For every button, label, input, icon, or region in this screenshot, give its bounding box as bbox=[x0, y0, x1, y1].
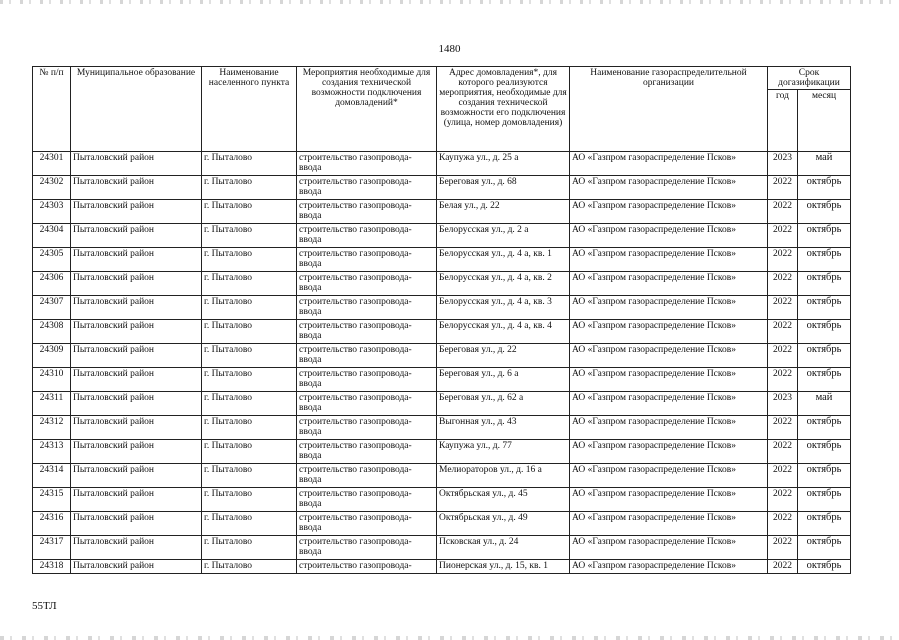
cell-address: Октябрьская ул., д. 49 bbox=[437, 512, 570, 536]
cell-gas-org: АО «Газпром газораспределение Псков» bbox=[570, 464, 768, 488]
cell-settlement: г. Пыталово bbox=[202, 344, 297, 368]
table-row bbox=[33, 560, 851, 574]
cell-address: Береговая ул., д. 62 а bbox=[437, 392, 570, 416]
cell-month: октябрь bbox=[798, 224, 851, 248]
header-year: год bbox=[768, 90, 798, 152]
cell-year: 2022 bbox=[768, 224, 798, 248]
table-row bbox=[33, 296, 851, 320]
cell-settlement: г. Пыталово bbox=[202, 296, 297, 320]
cell-measures: строительство газопровода-ввода bbox=[297, 176, 437, 200]
cell-gas-org: АО «Газпром газораспределение Псков» bbox=[570, 152, 768, 176]
cell-measures: строительство газопровода-ввода bbox=[297, 368, 437, 392]
cell-municipality: Пыталовский район bbox=[71, 536, 202, 560]
cell-num: 24303 bbox=[33, 200, 71, 224]
table-row bbox=[33, 392, 851, 416]
cell-month: октябрь bbox=[798, 368, 851, 392]
header-num: № п/п bbox=[33, 67, 71, 152]
table-row bbox=[33, 368, 851, 392]
cell-month: октябрь bbox=[798, 344, 851, 368]
cell-municipality: Пыталовский район bbox=[71, 224, 202, 248]
table-row bbox=[33, 176, 851, 200]
cell-settlement: г. Пыталово bbox=[202, 248, 297, 272]
cell-num: 24301 bbox=[33, 152, 71, 176]
cell-settlement: г. Пыталово bbox=[202, 536, 297, 560]
cell-address: Белорусская ул., д. 4 а, кв. 2 bbox=[437, 272, 570, 296]
cell-address: Береговая ул., д. 68 bbox=[437, 176, 570, 200]
cell-settlement: г. Пыталово bbox=[202, 512, 297, 536]
cell-settlement: г. Пыталово bbox=[202, 200, 297, 224]
cell-gas-org: АО «Газпром газораспределение Псков» bbox=[570, 344, 768, 368]
table-row bbox=[33, 152, 851, 176]
cell-measures: строительство газопровода-ввода bbox=[297, 464, 437, 488]
cell-num: 24314 bbox=[33, 464, 71, 488]
cell-gas-org: АО «Газпром газораспределение Псков» bbox=[570, 488, 768, 512]
footer-code: 55ТЛ bbox=[32, 600, 57, 612]
cell-municipality: Пыталовский район bbox=[71, 440, 202, 464]
table-row bbox=[33, 464, 851, 488]
cell-year: 2022 bbox=[768, 344, 798, 368]
cell-address: Выгонная ул., д. 43 bbox=[437, 416, 570, 440]
cell-year: 2022 bbox=[768, 200, 798, 224]
cell-num: 24310 bbox=[33, 368, 71, 392]
cell-settlement: г. Пыталово bbox=[202, 464, 297, 488]
cell-address: Береговая ул., д. 22 bbox=[437, 344, 570, 368]
cell-year: 2022 bbox=[768, 248, 798, 272]
cell-municipality: Пыталовский район bbox=[71, 512, 202, 536]
table-row bbox=[33, 440, 851, 464]
cell-year: 2022 bbox=[768, 320, 798, 344]
cell-num: 24317 bbox=[33, 536, 71, 560]
cell-month: октябрь bbox=[798, 176, 851, 200]
header-deadline: Срок догазификации bbox=[768, 67, 851, 90]
cell-month: октябрь bbox=[798, 440, 851, 464]
cell-year: 2023 bbox=[768, 152, 798, 176]
cell-measures: строительство газопровода- bbox=[297, 560, 437, 574]
cell-year: 2022 bbox=[768, 560, 798, 574]
cell-month: октябрь bbox=[798, 296, 851, 320]
cell-measures: строительство газопровода-ввода bbox=[297, 536, 437, 560]
table-row bbox=[33, 488, 851, 512]
cell-address: Белорусская ул., д. 2 а bbox=[437, 224, 570, 248]
cell-year: 2022 bbox=[768, 416, 798, 440]
cell-settlement: г. Пыталово bbox=[202, 488, 297, 512]
table-row bbox=[33, 320, 851, 344]
cell-num: 24313 bbox=[33, 440, 71, 464]
header-measures: Мероприятия необходимые для создания технической возможности подключения домовладений* bbox=[297, 67, 437, 152]
cell-municipality: Пыталовский район bbox=[71, 488, 202, 512]
cell-num: 24312 bbox=[33, 416, 71, 440]
cell-month: октябрь bbox=[798, 512, 851, 536]
cell-settlement: г. Пыталово bbox=[202, 176, 297, 200]
cell-year: 2022 bbox=[768, 272, 798, 296]
cell-year: 2022 bbox=[768, 368, 798, 392]
cell-settlement: г. Пыталово bbox=[202, 392, 297, 416]
cell-year: 2022 bbox=[768, 296, 798, 320]
cell-measures: строительство газопровода-ввода bbox=[297, 488, 437, 512]
cell-municipality: Пыталовский район bbox=[71, 464, 202, 488]
cell-measures: строительство газопровода-ввода bbox=[297, 200, 437, 224]
cell-month: октябрь bbox=[798, 320, 851, 344]
cell-month: октябрь bbox=[798, 416, 851, 440]
cell-gas-org: АО «Газпром газораспределение Псков» bbox=[570, 248, 768, 272]
cell-month: май bbox=[798, 152, 851, 176]
cell-address: Пионерская ул., д. 15, кв. 1 bbox=[437, 560, 570, 574]
cell-settlement: г. Пыталово bbox=[202, 368, 297, 392]
cell-municipality: Пыталовский район bbox=[71, 272, 202, 296]
cell-num: 24315 bbox=[33, 488, 71, 512]
cell-num: 24305 bbox=[33, 248, 71, 272]
cell-measures: строительство газопровода-ввода bbox=[297, 344, 437, 368]
cell-gas-org: АО «Газпром газораспределение Псков» bbox=[570, 272, 768, 296]
cell-month: октябрь bbox=[798, 488, 851, 512]
cell-measures: строительство газопровода-ввода bbox=[297, 152, 437, 176]
cell-gas-org: АО «Газпром газораспределение Псков» bbox=[570, 320, 768, 344]
table-row bbox=[33, 272, 851, 296]
cell-address: Октябрьская ул., д. 45 bbox=[437, 488, 570, 512]
cell-address: Белая ул., д. 22 bbox=[437, 200, 570, 224]
header-municipality: Муниципальное образование bbox=[71, 67, 202, 152]
header-month: месяц bbox=[798, 90, 851, 152]
cell-year: 2022 bbox=[768, 512, 798, 536]
cell-gas-org: АО «Газпром газораспределение Псков» bbox=[570, 512, 768, 536]
cell-gas-org: АО «Газпром газораспределение Псков» bbox=[570, 368, 768, 392]
table-row bbox=[33, 224, 851, 248]
cell-municipality: Пыталовский район bbox=[71, 344, 202, 368]
header-settlement: Наименование населенного пункта bbox=[202, 67, 297, 152]
table-row bbox=[33, 512, 851, 536]
table-row bbox=[33, 536, 851, 560]
cell-gas-org: АО «Газпром газораспределение Псков» bbox=[570, 296, 768, 320]
cell-address: Белорусская ул., д. 4 а, кв. 4 bbox=[437, 320, 570, 344]
cell-municipality: Пыталовский район bbox=[71, 560, 202, 574]
cell-measures: строительство газопровода-ввода bbox=[297, 512, 437, 536]
cell-gas-org: АО «Газпром газораспределение Псков» bbox=[570, 392, 768, 416]
cell-month: май bbox=[798, 392, 851, 416]
cell-year: 2022 bbox=[768, 176, 798, 200]
header-address: Адрес домовладения*, для которого реализуются мероприятия, необходимые для создания технической возможности его подключения (улица, номер домовладения) bbox=[437, 67, 570, 152]
cell-address: Псковская ул., д. 24 bbox=[437, 536, 570, 560]
cell-measures: строительство газопровода-ввода bbox=[297, 224, 437, 248]
cell-settlement: г. Пыталово bbox=[202, 272, 297, 296]
cell-measures: строительство газопровода-ввода bbox=[297, 296, 437, 320]
table-row bbox=[33, 416, 851, 440]
cell-settlement: г. Пыталово bbox=[202, 560, 297, 574]
cell-num: 24318 bbox=[33, 560, 71, 574]
cell-num: 24308 bbox=[33, 320, 71, 344]
cell-year: 2022 bbox=[768, 488, 798, 512]
header-gas-org: Наименование газораспределительной организации bbox=[570, 67, 768, 152]
cell-municipality: Пыталовский район bbox=[71, 296, 202, 320]
cell-year: 2022 bbox=[768, 464, 798, 488]
cell-gas-org: АО «Газпром газораспределение Псков» bbox=[570, 224, 768, 248]
cell-month: октябрь bbox=[798, 200, 851, 224]
cell-num: 24316 bbox=[33, 512, 71, 536]
cell-month: октябрь bbox=[798, 248, 851, 272]
cell-measures: строительство газопровода-ввода bbox=[297, 392, 437, 416]
cell-address: Белорусская ул., д. 4 а, кв. 3 bbox=[437, 296, 570, 320]
cell-settlement: г. Пыталово bbox=[202, 416, 297, 440]
table-row bbox=[33, 344, 851, 368]
cell-measures: строительство газопровода-ввода bbox=[297, 248, 437, 272]
table-row bbox=[33, 248, 851, 272]
cell-num: 24307 bbox=[33, 296, 71, 320]
cell-settlement: г. Пыталово bbox=[202, 440, 297, 464]
cell-municipality: Пыталовский район bbox=[71, 392, 202, 416]
cell-month: октябрь bbox=[798, 536, 851, 560]
cell-num: 24306 bbox=[33, 272, 71, 296]
cell-num: 24311 bbox=[33, 392, 71, 416]
page-number: 1480 bbox=[438, 43, 461, 55]
cell-measures: строительство газопровода-ввода bbox=[297, 272, 437, 296]
cell-settlement: г. Пыталово bbox=[202, 320, 297, 344]
cell-year: 2023 bbox=[768, 392, 798, 416]
table-body bbox=[33, 152, 851, 574]
cell-num: 24304 bbox=[33, 224, 71, 248]
cell-address: Каупужа ул., д. 77 bbox=[437, 440, 570, 464]
cell-municipality: Пыталовский район bbox=[71, 416, 202, 440]
cell-municipality: Пыталовский район bbox=[71, 368, 202, 392]
cell-month: октябрь bbox=[798, 272, 851, 296]
gasification-table bbox=[32, 66, 851, 574]
cell-num: 24309 bbox=[33, 344, 71, 368]
cell-address: Мелиораторов ул., д. 16 а bbox=[437, 464, 570, 488]
scan-edge-bottom bbox=[0, 636, 899, 640]
cell-address: Белорусская ул., д. 4 а, кв. 1 bbox=[437, 248, 570, 272]
cell-measures: строительство газопровода-ввода bbox=[297, 320, 437, 344]
cell-year: 2022 bbox=[768, 536, 798, 560]
cell-gas-org: АО «Газпром газораспределение Псков» bbox=[570, 200, 768, 224]
cell-settlement: г. Пыталово bbox=[202, 152, 297, 176]
cell-month: октябрь bbox=[798, 464, 851, 488]
cell-municipality: Пыталовский район bbox=[71, 152, 202, 176]
cell-gas-org: АО «Газпром газораспределение Псков» bbox=[570, 536, 768, 560]
cell-municipality: Пыталовский район bbox=[71, 200, 202, 224]
cell-measures: строительство газопровода-ввода bbox=[297, 416, 437, 440]
cell-gas-org: АО «Газпром газораспределение Псков» bbox=[570, 176, 768, 200]
cell-gas-org: АО «Газпром газораспределение Псков» bbox=[570, 440, 768, 464]
cell-address: Каупужа ул., д. 25 а bbox=[437, 152, 570, 176]
cell-num: 24302 bbox=[33, 176, 71, 200]
cell-year: 2022 bbox=[768, 440, 798, 464]
cell-measures: строительство газопровода-ввода bbox=[297, 440, 437, 464]
cell-gas-org: АО «Газпром газораспределение Псков» bbox=[570, 560, 768, 574]
cell-gas-org: АО «Газпром газораспределение Псков» bbox=[570, 416, 768, 440]
scan-edge-top bbox=[0, 0, 899, 4]
cell-municipality: Пыталовский район bbox=[71, 248, 202, 272]
cell-month: октябрь bbox=[798, 560, 851, 574]
cell-settlement: г. Пыталово bbox=[202, 224, 297, 248]
cell-address: Береговая ул., д. 6 а bbox=[437, 368, 570, 392]
table-row bbox=[33, 200, 851, 224]
cell-municipality: Пыталовский район bbox=[71, 320, 202, 344]
cell-municipality: Пыталовский район bbox=[71, 176, 202, 200]
